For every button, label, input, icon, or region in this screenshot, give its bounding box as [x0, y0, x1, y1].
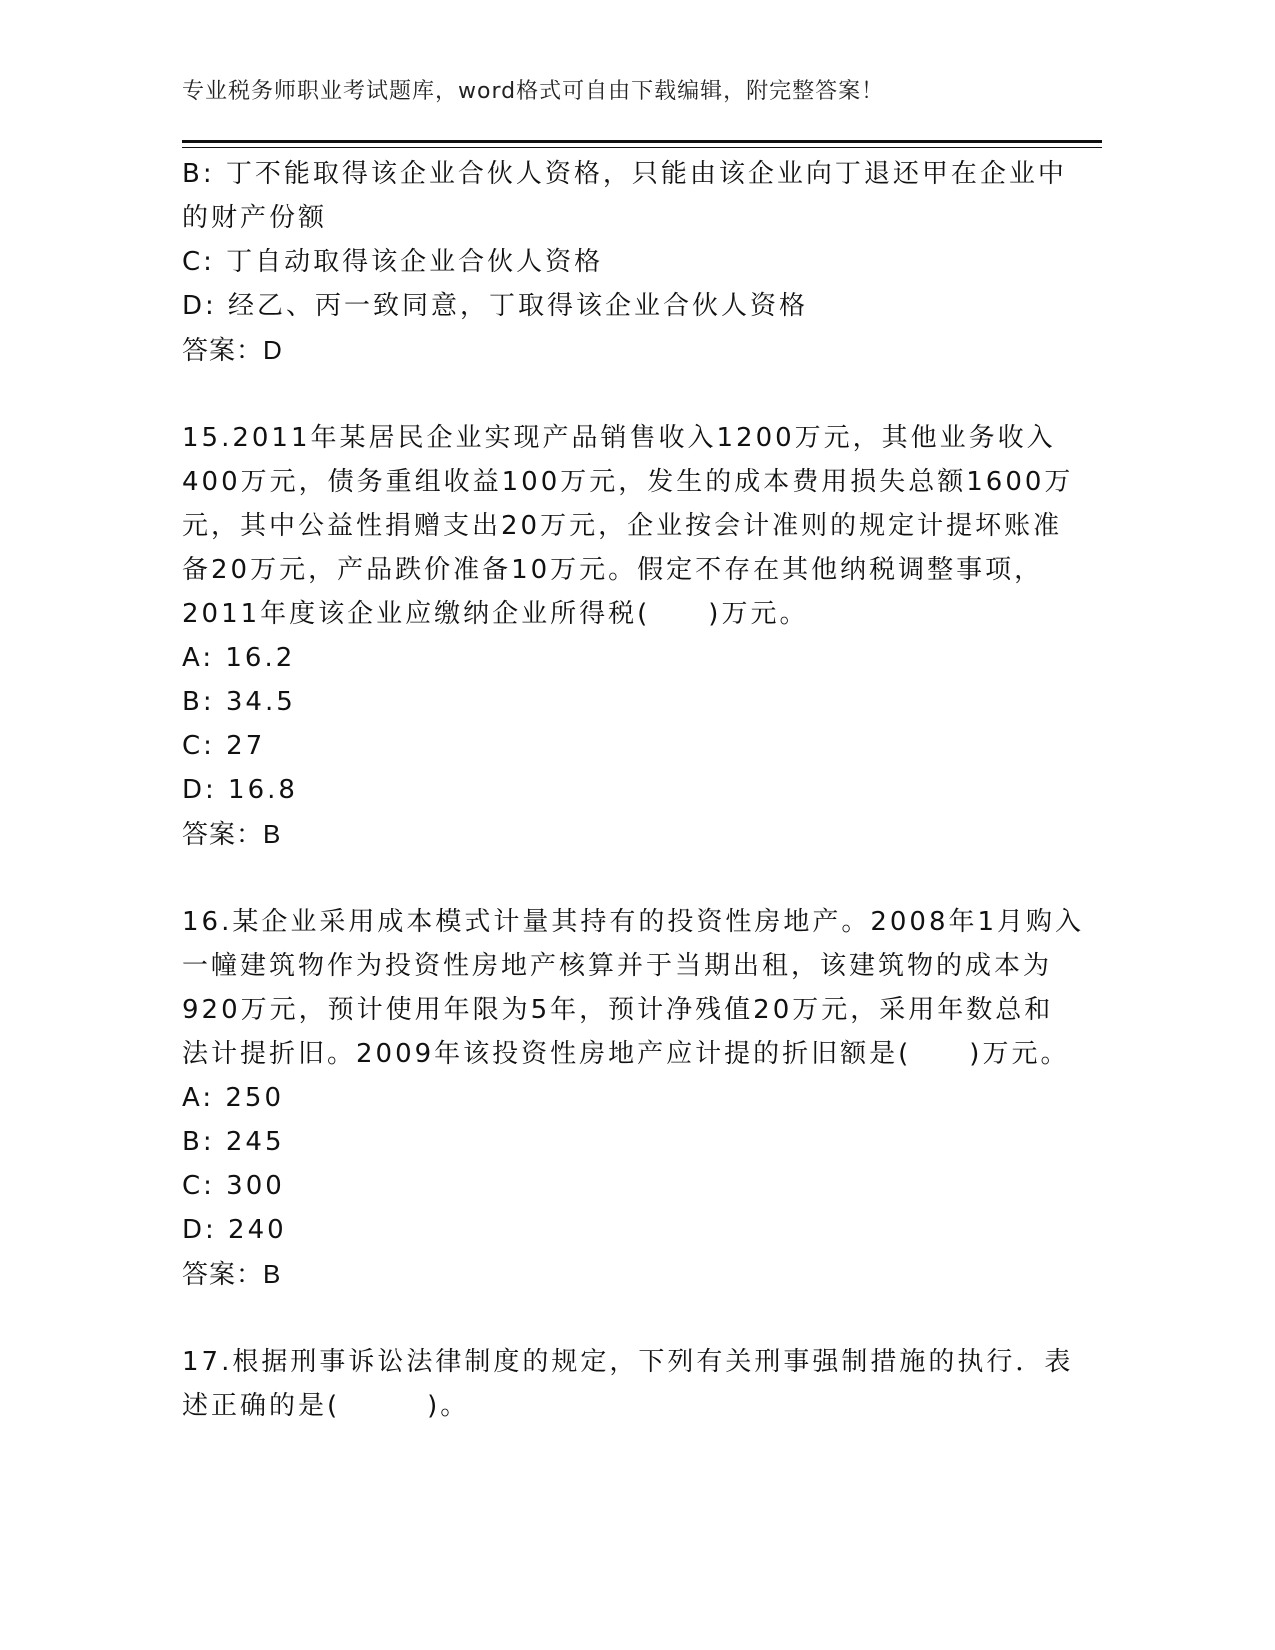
- question-16: [182, 900, 1085, 1296]
- page-header: 专业税务师职业考试题库，word格式可自由下载编辑，附完整答案！: [182, 79, 885, 104]
- option-b: B: 245: [182, 1127, 285, 1157]
- header-rule-thick: [182, 140, 1102, 143]
- option-a: A: 16.2: [182, 643, 296, 673]
- question-text-line: 17.根据刑事诉讼法律制度的规定，下列有关刑事强制措施的执行．表: [182, 1347, 1074, 1377]
- question-17: [182, 1340, 1082, 1428]
- question-text-line: 一幢建筑物作为投资性房地产核算并于当期出租，该建筑物的成本为: [182, 951, 1053, 981]
- question-text-line: 15.2011年某居民企业实现产品销售收入1200万元，其他业务收入: [182, 423, 1056, 453]
- option-line: C: 丁自动取得该企业合伙人资格: [182, 247, 604, 277]
- document-body: [182, 152, 1085, 1428]
- question-text-line: 920万元，预计使用年限为5年，预计净残值20万元，采用年数总和: [182, 995, 1054, 1025]
- option-c: C: 27: [182, 731, 266, 761]
- spacer: [182, 856, 1082, 900]
- question-text-line: 2011年度该企业应缴纳企业所得税( )万元。: [182, 599, 809, 629]
- question-text-line: 400万元，债务重组收益100万元，发生的成本费用损失总额1600万: [182, 467, 1074, 497]
- option-a: A: 250: [182, 1083, 284, 1113]
- option-line: 的财产份额: [182, 203, 328, 233]
- question-15: [182, 416, 1082, 856]
- option-d: D: 240: [182, 1215, 287, 1245]
- question-text-line: 备20万元，产品跌价准备10万元。假定不存在其他纳税调整事项，: [182, 555, 1044, 585]
- option-b: B: 34.5: [182, 687, 296, 717]
- option-line: B: 丁不能取得该企业合伙人资格，只能由该企业向丁退还甲在企业中: [182, 159, 1067, 189]
- spacer: [182, 372, 1082, 416]
- question-text-line: 述正确的是( )。: [182, 1391, 470, 1421]
- option-line: D: 经乙、丙一致同意，丁取得该企业合伙人资格: [182, 291, 809, 321]
- header-rule-thin: [182, 147, 1102, 148]
- prev-question: [182, 152, 1082, 372]
- answer-line: 答案：B: [182, 1259, 282, 1289]
- answer-line: 答案：B: [182, 819, 282, 849]
- option-c: C: 300: [182, 1171, 285, 1201]
- question-text-line: 元，其中公益性捐赠支出20万元，企业按会计准则的规定计提坏账准: [182, 511, 1063, 541]
- question-text-line: 法计提折旧。2009年该投资性房地产应计提的折旧额是( )万元。: [182, 1039, 1070, 1069]
- spacer: [182, 1296, 1082, 1340]
- question-text-line: 16.某企业采用成本模式计量其持有的投资性房地产。2008年1月购入: [182, 907, 1085, 937]
- option-d: D: 16.8: [182, 775, 298, 805]
- answer-line: 答案：D: [182, 335, 283, 365]
